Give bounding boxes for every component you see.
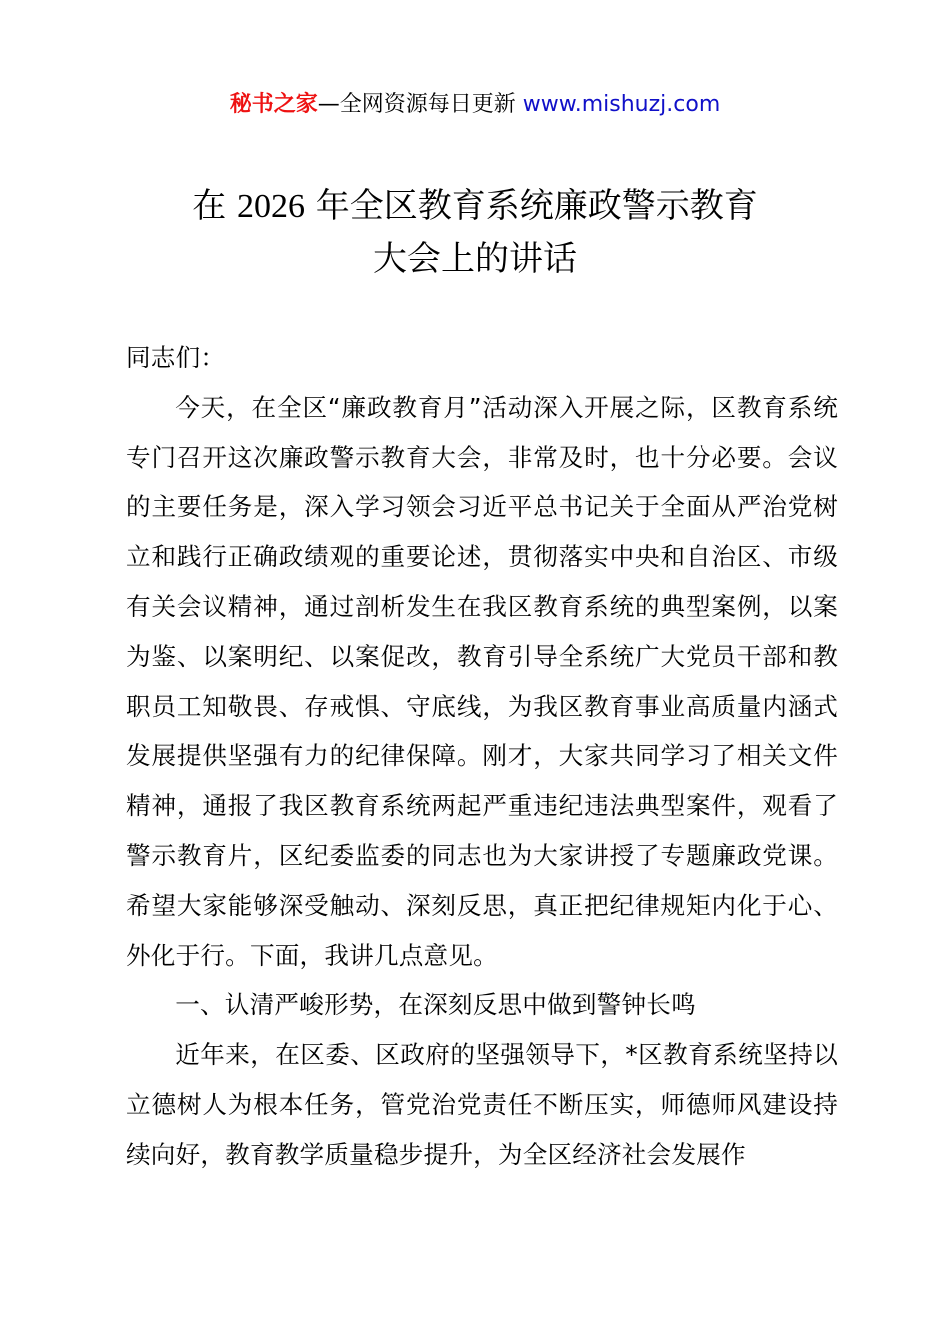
banner-tagline: —全网资源每日更新 (317, 92, 523, 117)
body-paragraph: 近年来，在区委、区政府的坚强领导下，*区教育系统坚持以立德树人为根本任务，管党治党责任不断压实，师德师风建设持续向好，教育教学质量稳步提升，为全区经济社会发展作 (126, 1040, 838, 1169)
salutation: 同志们： (126, 343, 226, 372)
title-year: 2026 (237, 188, 305, 225)
section-heading: 一、认清严峻形势，在深刻反思中做到警钟长鸣 (175, 990, 696, 1020)
brand-name: 秘书之家 (229, 92, 318, 117)
site-url-link[interactable]: www.mishuzj.com (522, 92, 721, 117)
body-paragraph: 今天，在全区“廉政教育月”活动深入开展之际，区教育系统专门召开这次廉政警示教育大会，非常及时，也十分必要。会议的主要任务是，深入学习领会习近平总书记关于全面从严治党树立和践行正确政绩观的重要论述，贯彻落实中央和自治区、市级有关会议精神，通过剖析发生在我区教育系统的典型案例，以案为鉴、以案明纪、以案促改，教育引导全系统广大党员干部和教职员工知敬畏、存戒惧、守底线，为我区教育事业高质量内涵式发展提供坚强有力的纪律保障。刚才，大家共同学习了相关文件精神，通报了我区教育系统两起严重违纪违法典型案件，观看了警示教育片，区纪委监委的同志也为大家讲授了专题廉政党课。希望大家能够深受触动、深刻反思，真正把纪律规矩内化于心、外化于行。下面，我讲几点意见。 (126, 392, 838, 970)
title-line-1 (0, 180, 950, 233)
document-title (0, 180, 950, 285)
title-suffix: 年全区教育系统廉政警示教育 (305, 186, 758, 226)
title-line-2: 大会上的讲话 (373, 239, 577, 279)
document-body (126, 333, 838, 1180)
title-prefix: 在 (192, 186, 237, 226)
site-banner (0, 89, 950, 121)
